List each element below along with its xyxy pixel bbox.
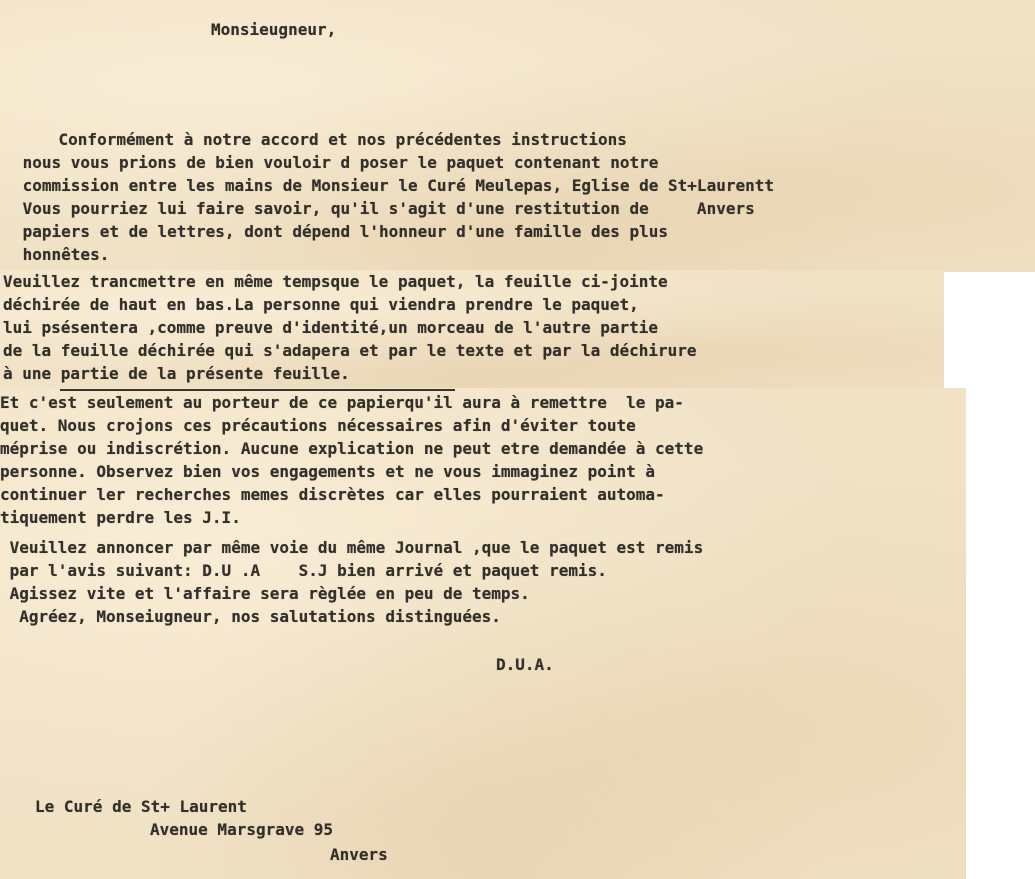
letter-line-10: de la feuille déchirée qui s'adapera et par le texte et par la déchirure [3, 341, 697, 360]
letter-line-9: lui psésentera ,comme preuve d'identité,un morceau de l'autre partie [3, 318, 659, 337]
letter-line-17: tiquement perdre les J.I. [0, 508, 241, 527]
letter-line-2: nous vous prions de bien vouloir d poser le paquet contenant notre [13, 153, 659, 172]
letter-line-16: continuer ler recherches memes discrètes car elles pourraient automa- [0, 485, 665, 504]
letter-line-8: déchirée de haut en bas.La personne qui viendra prendre le paquet, [3, 295, 639, 314]
salutation: Monsieugneur, [211, 20, 337, 39]
letter-line-21: Agréez, Monseiugneur, nos salutations distinguées. [0, 607, 501, 626]
signature: D.U.A. [496, 655, 554, 674]
letter-line-14: méprise ou indiscrétion. Aucune explication ne peut etre demandée à cette [0, 439, 704, 458]
letter-line-18: Veuillez annoncer par même voie du même Journal ,que le paquet est remis [0, 538, 704, 557]
letter-line-6: honnêtes. [13, 245, 110, 264]
letter-line-19: par l'avis suivant: D.U .A S.J bien arrivé et paquet remis. [0, 561, 607, 580]
letter-line-20: Agissez vite et l'affaire sera règlée en peu de temps. [0, 584, 530, 603]
underline-mark [60, 389, 455, 391]
letter-line-7: Veuillez trancmettre en même tempsque le paquet, la feuille ci-jointe [3, 272, 668, 291]
letter-line-13: quet. Nous crojons ces précautions nécessaires afin d'éviter toute [0, 416, 636, 435]
letter-line-3: commission entre les mains de Monsieur le Curé Meulepas, Eglise de St+Laurentt [13, 176, 774, 195]
letter-line-1: Conformément à notre accord et nos précédentes instructions [20, 130, 627, 149]
address-line-3: Anvers [330, 845, 388, 864]
address-line-2: Avenue Marsgrave 95 [150, 820, 334, 839]
letter-line-11: à une partie de la présente feuille. [3, 364, 350, 383]
letter-line-15: personne. Observez bien vos engagements et ne vous immaginez point à [0, 462, 656, 481]
letter-line-5: papiers et de lettres, dont dépend l'honneur d'une famille des plus [13, 222, 669, 241]
letter-line-4: Vous pourriez lui faire savoir, qu'il s'agit d'une restitution de Anvers [13, 199, 755, 218]
letter-line-12: Et c'est seulement au porteur de ce papierqu'il aura à remettre le pa- [0, 393, 684, 412]
address-line-1: Le Curé de St+ Laurent [35, 797, 247, 816]
